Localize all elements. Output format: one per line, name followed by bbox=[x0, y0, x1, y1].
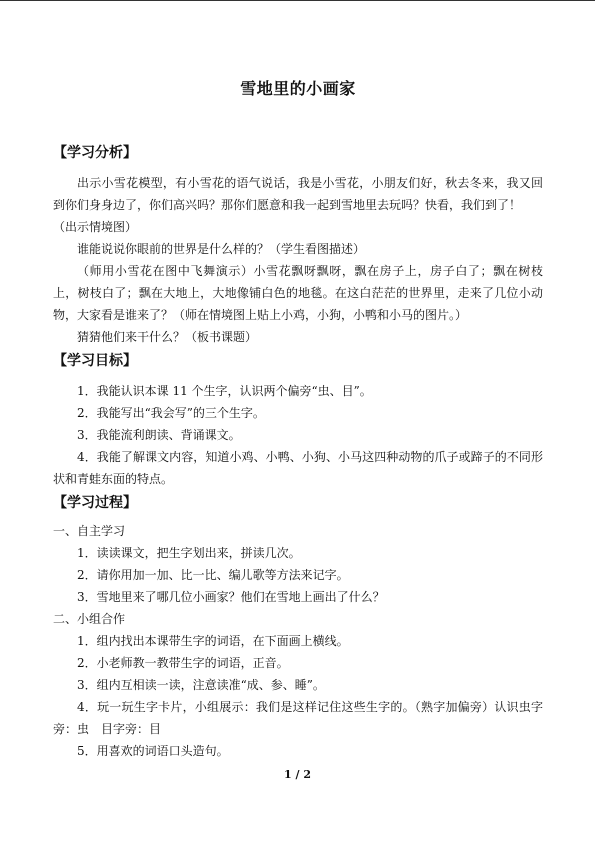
process-item-b3: 3．组内互相读一读，注意读准“成、参、睡”。 bbox=[77, 678, 325, 692]
process-item-b4: 4．玩一玩生字卡片，小组展示：我们是这样记住这些生字的。（熟字加偏旁）认识虫字旁：虫 目字旁：目 bbox=[53, 700, 543, 736]
process-item-b1: 1．组内找出本课带生字的词语，在下面画上横线。 bbox=[77, 634, 349, 648]
page-number: 1 / 2 bbox=[284, 768, 311, 781]
page-title: 雪地里的小画家 bbox=[240, 79, 356, 98]
process-item-a3: 3．雪地里来了哪几位小画家？他们在雪地上画出了什么？ bbox=[77, 590, 385, 604]
goal-item-2: 2．我能写出“我会写”的三个生字。 bbox=[77, 406, 265, 420]
process-item-a2: 2．请你用加一加、比一比、编儿歌等方法来记字。 bbox=[77, 568, 349, 582]
process-part-2-heading: 二、小组合作 bbox=[53, 612, 126, 626]
process-part-1-heading: 一、自主学习 bbox=[53, 524, 126, 538]
goal-item-3: 3．我能流利朗读、背诵课文。 bbox=[77, 428, 241, 442]
process-item-b2: 2．小老师教一教带生字的词语，正音。 bbox=[77, 656, 289, 670]
paragraph-analysis-3: （师用小雪花在图中飞舞演示）小雪花飘呀飘呀，飘在房子上，房子白了；飘在树枝上，树枝白了；飘在大地上，大地像铺白色的地毯。在这白茫茫的世界里，走来了几位小动物，大家看是谁来了？（师在情境图上贴上小鸡，小狗，小鸭和小马的图片。） bbox=[53, 264, 543, 322]
paragraph-analysis-1b: （出示情境图） bbox=[53, 220, 138, 234]
paragraph-analysis-1: 出示小雪花模型，有小雪花的语气说话，我是小雪花，小朋友们好，秋去冬来，我又回到你们身身边了，你们高兴吗？那你们愿意和我一起到雪地里去玩吗？快看，我们到了！ bbox=[53, 176, 543, 212]
section-heading-analysis: 【学习分析】 bbox=[53, 145, 137, 161]
goal-item-4: 4．我能了解课文内容，知道小鸡、小鸭、小狗、小马这四种动物的爪子或蹄子的不同形状和青蛙东面的特点。 bbox=[53, 450, 543, 486]
process-item-b5: 5．用喜欢的词语口头造句。 bbox=[77, 744, 229, 758]
section-heading-goals: 【学习目标】 bbox=[53, 353, 137, 369]
process-item-a1: 1．读读课文，把生字划出来，拼读几次。 bbox=[77, 546, 301, 560]
goal-item-1: 1．我能认识本课 11 个生字，认识两个偏旁“虫、目”。 bbox=[77, 384, 372, 398]
paragraph-analysis-4: 猜猜他们来干什么？（板书课题） bbox=[77, 330, 258, 344]
paragraph-analysis-2: 谁能说说你眼前的世界是什么样的？（学生看图描述） bbox=[77, 242, 366, 256]
section-heading-process: 【学习过程】 bbox=[53, 495, 137, 511]
header-rule bbox=[0, 0, 595, 1]
